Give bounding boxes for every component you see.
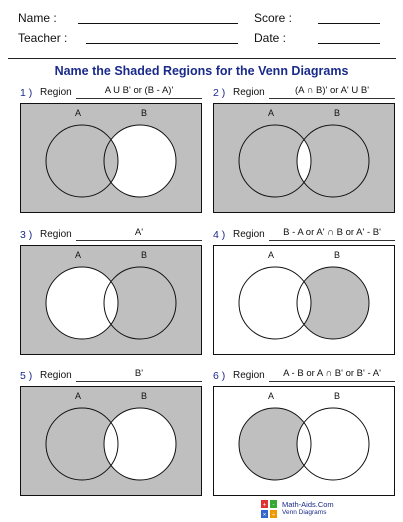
circle-b-label: B bbox=[140, 391, 148, 401]
problem-number: 3 ) bbox=[20, 229, 33, 241]
score-label: Score : bbox=[254, 11, 293, 25]
answer-line bbox=[269, 381, 395, 382]
problem-number: 1 ) bbox=[20, 87, 33, 99]
venn-svg bbox=[20, 103, 202, 213]
svg-text:×: × bbox=[262, 512, 267, 518]
venn-svg bbox=[20, 386, 202, 496]
name-line bbox=[78, 23, 238, 24]
answer-text: (A ∩ B)' or A' U B' bbox=[294, 85, 370, 96]
name-label: Name : bbox=[18, 11, 57, 25]
region-label: Region bbox=[233, 370, 265, 381]
venn-svg bbox=[20, 245, 202, 355]
circle-a-label: A bbox=[74, 108, 82, 118]
problem-number: 2 ) bbox=[213, 87, 226, 99]
region-label: Region bbox=[40, 229, 72, 240]
problem-6 bbox=[213, 370, 395, 520]
problem-5 bbox=[20, 370, 202, 520]
venn-diagram bbox=[213, 245, 395, 355]
teacher-label: Teacher : bbox=[18, 31, 68, 45]
venn-svg bbox=[213, 245, 395, 355]
venn-diagram bbox=[20, 386, 202, 496]
worksheet-title: Name the Shaded Regions for the Venn Diagrams bbox=[54, 64, 349, 78]
answer-text: A' bbox=[134, 227, 144, 238]
circle-b-label: B bbox=[140, 108, 148, 118]
answer-text: B - A or A' ∩ B or A' - B' bbox=[283, 227, 381, 238]
venn-diagram bbox=[213, 386, 395, 496]
answer-line bbox=[269, 240, 395, 241]
venn-diagram bbox=[213, 103, 395, 213]
footer-subtitle: Venn Diagrams bbox=[282, 509, 327, 516]
answer-line bbox=[76, 98, 202, 99]
answer-line bbox=[269, 98, 395, 99]
svg-text:÷: ÷ bbox=[271, 512, 276, 518]
answer-text: A U B' or (B - A)' bbox=[104, 85, 174, 96]
circle-a-label: A bbox=[267, 108, 275, 118]
circle-a-label: A bbox=[74, 391, 82, 401]
circle-a-label: A bbox=[267, 391, 275, 401]
score-line bbox=[318, 23, 380, 24]
venn-diagram bbox=[20, 245, 202, 355]
date-label: Date : bbox=[254, 31, 287, 45]
problem-number: 4 ) bbox=[213, 229, 226, 241]
region-label: Region bbox=[233, 229, 265, 240]
math-aids-logo-icon bbox=[261, 500, 277, 518]
circle-b-label: B bbox=[333, 108, 341, 118]
venn-svg bbox=[213, 386, 395, 496]
answer-line bbox=[76, 381, 202, 382]
answer-line bbox=[76, 240, 202, 241]
venn-svg bbox=[213, 103, 395, 213]
problem-1 bbox=[20, 87, 202, 237]
answer-text: A - B or A ∩ B' or B' - A' bbox=[283, 368, 381, 379]
circle-b-label: B bbox=[333, 391, 341, 401]
circle-a-label: A bbox=[267, 250, 275, 260]
teacher-line bbox=[86, 43, 238, 44]
problem-4 bbox=[213, 229, 395, 379]
date-line bbox=[318, 43, 380, 44]
venn-diagram bbox=[20, 103, 202, 213]
svg-text:+: + bbox=[262, 502, 267, 509]
problem-number: 5 ) bbox=[20, 370, 33, 382]
header-divider bbox=[8, 58, 396, 59]
problem-number: 6 ) bbox=[213, 370, 226, 382]
circle-a-label: A bbox=[74, 250, 82, 260]
circle-b-label: B bbox=[140, 250, 148, 260]
answer-text: B' bbox=[134, 368, 144, 379]
region-label: Region bbox=[40, 370, 72, 381]
circle-b-label: B bbox=[333, 250, 341, 260]
problem-3 bbox=[20, 229, 202, 379]
svg-text:-: - bbox=[272, 502, 275, 509]
region-label: Region bbox=[233, 87, 265, 98]
footer-site[interactable]: Math-Aids.Com bbox=[282, 500, 334, 509]
region-label: Region bbox=[40, 87, 72, 98]
problem-2 bbox=[213, 87, 395, 237]
